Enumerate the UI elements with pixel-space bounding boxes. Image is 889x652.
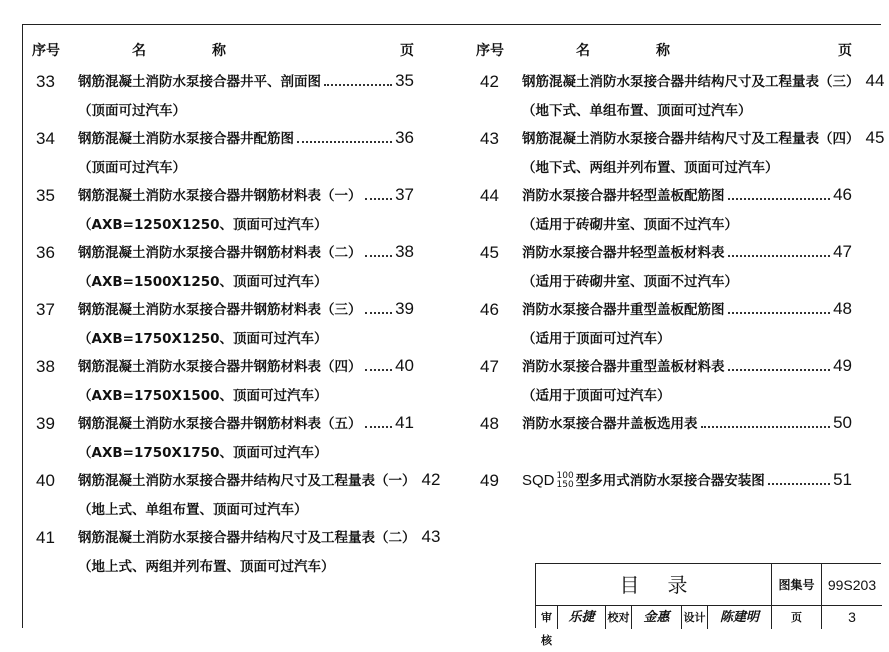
- entry-title: 钢筋混凝土消防水泵接合器井钢筋材料表（五）: [78, 416, 362, 432]
- entry-title-line: [522, 355, 852, 376]
- entry-title-line: [78, 298, 414, 319]
- entry-title: 钢筋混凝土消防水泵接合器井钢筋材料表（三）: [78, 302, 362, 318]
- title-block: [535, 563, 881, 647]
- leader-dots: [728, 361, 831, 371]
- entry-page: 37: [395, 185, 414, 204]
- leader-dots: [768, 475, 830, 485]
- design-label: 设计: [682, 606, 708, 629]
- entry-subtitle: （地上式、单组布置、顶面可过汽车）: [78, 502, 308, 518]
- entry-title-line: [522, 70, 885, 91]
- toc-entry[interactable]: [476, 66, 885, 123]
- signature-row: [536, 606, 882, 647]
- entry-number: 36: [36, 243, 55, 262]
- fraction-bottom: 150: [556, 480, 574, 490]
- atlas-number: 99S203: [822, 564, 882, 606]
- entry-page: 45: [865, 128, 885, 147]
- entry-page: 46: [833, 185, 852, 204]
- toc-entry[interactable]: [476, 408, 852, 465]
- toc-entry[interactable]: [32, 351, 414, 408]
- entry-page: 40: [395, 356, 414, 375]
- toc-entry[interactable]: [32, 408, 414, 465]
- entry-title-line: [78, 184, 414, 205]
- entry-title-line: [78, 70, 414, 91]
- entry-prefix: SQD: [522, 472, 555, 489]
- toc-entry[interactable]: [476, 351, 852, 408]
- leader-dots: [365, 361, 393, 371]
- entry-title: 消防水泵接合器井轻型盖板配筋图: [522, 188, 725, 204]
- entry-page: 48: [833, 299, 852, 318]
- leader-dots: [728, 247, 831, 257]
- entry-page: 51: [833, 470, 852, 489]
- entry-title-line: [522, 469, 852, 490]
- leader-dots: [365, 304, 393, 314]
- entry-title-line: [78, 469, 441, 490]
- leader-dots: [365, 247, 393, 257]
- entry-number: 40: [36, 471, 55, 490]
- entry-title: 钢筋混凝土消防水泵接合器井钢筋材料表（四）: [78, 359, 362, 375]
- entry-subtitle: （适用于砖砌井室、顶面不过汽车）: [522, 274, 738, 290]
- entry-title: 钢筋混凝土消防水泵接合器井配筋图: [78, 131, 294, 147]
- entry-page: 38: [395, 242, 414, 261]
- entry-subtitle: （AXB=1750X1500、顶面可过汽车）: [78, 388, 328, 404]
- entry-subtitle: （地上式、两组并列布置、顶面可过汽车）: [78, 559, 335, 575]
- entry-suffix: 型多用式消防水泵接合器安装图: [575, 473, 765, 489]
- toc-entry[interactable]: [32, 237, 414, 294]
- header-seq: 序号: [476, 43, 504, 59]
- entry-subtitle: （AXB=1750X1750、顶面可过汽车）: [78, 445, 328, 461]
- toc-entry[interactable]: [476, 465, 852, 522]
- toc-header-left: [32, 40, 414, 66]
- header-name-1: 名: [576, 43, 590, 59]
- entry-number: 38: [36, 357, 55, 376]
- entry-title: 钢筋混凝土消防水泵接合器井结构尺寸及工程量表（三）: [522, 74, 860, 90]
- entry-page: 35: [395, 71, 414, 90]
- toc-entry[interactable]: [32, 465, 441, 522]
- entry-title: 钢筋混凝土消防水泵接合器井平、剖面图: [78, 74, 321, 90]
- entry-page: 47: [833, 242, 852, 261]
- toc-entry[interactable]: [32, 123, 414, 180]
- toc-entry[interactable]: [32, 522, 441, 579]
- entry-title: 消防水泵接合器井盖板选用表: [522, 416, 698, 432]
- entry-number: 45: [480, 243, 499, 262]
- entry-number: 39: [36, 414, 55, 433]
- entry-title-line: [78, 412, 414, 433]
- page-label: 页: [772, 606, 822, 629]
- entry-title: 钢筋混凝土消防水泵接合器井结构尺寸及工程量表（一）: [78, 473, 416, 489]
- header-name-2: 称: [212, 43, 226, 59]
- entry-title: 钢筋混凝土消防水泵接合器井钢筋材料表（一）: [78, 188, 362, 204]
- fraction-top: 100: [556, 471, 574, 481]
- atlas-number-label: 图集号: [772, 564, 822, 606]
- entry-title: 钢筋混凝土消防水泵接合器井结构尺寸及工程量表（四）: [522, 131, 860, 147]
- entry-subtitle: （顶面可过汽车）: [78, 103, 186, 119]
- entry-title-line: [78, 526, 441, 547]
- design-signature: 陈建明: [708, 606, 772, 629]
- entry-number: 41: [36, 528, 55, 547]
- entry-title: 消防水泵接合器井轻型盖板材料表: [522, 245, 725, 261]
- entry-number: 42: [480, 72, 499, 91]
- entry-subtitle: （AXB=1750X1250、顶面可过汽车）: [78, 331, 328, 347]
- header-seq: 序号: [32, 43, 60, 59]
- page-number: 3: [848, 609, 856, 625]
- entry-title-line: [522, 241, 852, 262]
- entry-number: 37: [36, 300, 55, 319]
- entry-page: 41: [395, 413, 414, 432]
- toc-entry[interactable]: [476, 180, 852, 237]
- entry-title-line: [522, 298, 852, 319]
- entry-number: 44: [480, 186, 499, 205]
- toc-entry[interactable]: [476, 237, 852, 294]
- leader-dots: [728, 190, 831, 200]
- entry-page: 39: [395, 299, 414, 318]
- entry-subtitle: （地下式、两组并列布置、顶面可过汽车）: [522, 160, 779, 176]
- leader-dots: [324, 76, 392, 86]
- header-page: 页: [838, 43, 852, 59]
- toc-column-left: [32, 40, 441, 579]
- entry-number: 46: [480, 300, 499, 319]
- entry-number: 47: [480, 357, 499, 376]
- entry-fraction: [557, 472, 574, 490]
- header-name-1: 名: [132, 43, 146, 59]
- toc-list-right: [476, 66, 885, 465]
- title-block-title: 目录: [536, 564, 772, 606]
- entry-page: 42: [421, 470, 441, 489]
- entry-number: 48: [480, 414, 499, 433]
- leader-dots: [728, 304, 831, 314]
- entry-page: 49: [833, 356, 852, 375]
- entry-subtitle: （适用于顶面可过汽车）: [522, 331, 671, 347]
- entry-title: 钢筋混凝土消防水泵接合器井结构尺寸及工程量表（二）: [78, 530, 416, 546]
- toc-entry[interactable]: [32, 66, 414, 123]
- entry-title: 钢筋混凝土消防水泵接合器井钢筋材料表（二）: [78, 245, 362, 261]
- header-name-2: 称: [656, 43, 670, 59]
- entry-subtitle: （地下式、单组布置、顶面可过汽车）: [522, 103, 752, 119]
- review-signature: 乐捷: [558, 606, 606, 629]
- entry-subtitle: （AXB=1500X1250、顶面可过汽车）: [78, 274, 328, 290]
- entry-title-line: [78, 355, 414, 376]
- entry-title-line: [522, 412, 852, 433]
- toc-entry[interactable]: [476, 294, 852, 351]
- leader-dots: [365, 418, 393, 428]
- entry-number: 34: [36, 129, 55, 148]
- entry-title: [522, 469, 765, 490]
- check-label: 校对: [606, 606, 632, 629]
- entry-page: 43: [421, 527, 441, 546]
- header-page: 页: [400, 43, 414, 59]
- toc-list-left: [32, 66, 441, 579]
- entry-number: 35: [36, 186, 55, 205]
- review-label: 审核: [536, 606, 558, 629]
- toc-entry[interactable]: [32, 294, 414, 351]
- entry-title: 消防水泵接合器井重型盖板配筋图: [522, 302, 725, 318]
- entry-subtitle: （顶面可过汽车）: [78, 160, 186, 176]
- leader-dots: [701, 418, 831, 428]
- entry-number: 43: [480, 129, 499, 148]
- entry-title-line: [522, 184, 852, 205]
- toc-entry[interactable]: [32, 180, 414, 237]
- entry-title-line: [78, 241, 414, 262]
- toc-header-right: [476, 40, 852, 66]
- leader-dots: [365, 190, 393, 200]
- entry-subtitle: （AXB=1250X1250、顶面可过汽车）: [78, 217, 328, 233]
- entry-page: 36: [395, 128, 414, 147]
- entry-subtitle: （适用于顶面可过汽车）: [522, 388, 671, 404]
- toc-column-right: [476, 40, 885, 522]
- entry-number: 49: [480, 471, 499, 490]
- check-signature: 金惠: [632, 606, 682, 629]
- leader-dots: [297, 133, 392, 143]
- entry-page: 50: [833, 413, 852, 432]
- entry-number: 33: [36, 72, 55, 91]
- toc-entry[interactable]: [476, 123, 885, 180]
- entry-title-line: [78, 127, 414, 148]
- entry-subtitle: （适用于砖砌井室、顶面不过汽车）: [522, 217, 738, 233]
- entry-page: 44: [865, 71, 885, 90]
- entry-title: 消防水泵接合器井重型盖板材料表: [522, 359, 725, 375]
- entry-title-line: [522, 127, 885, 148]
